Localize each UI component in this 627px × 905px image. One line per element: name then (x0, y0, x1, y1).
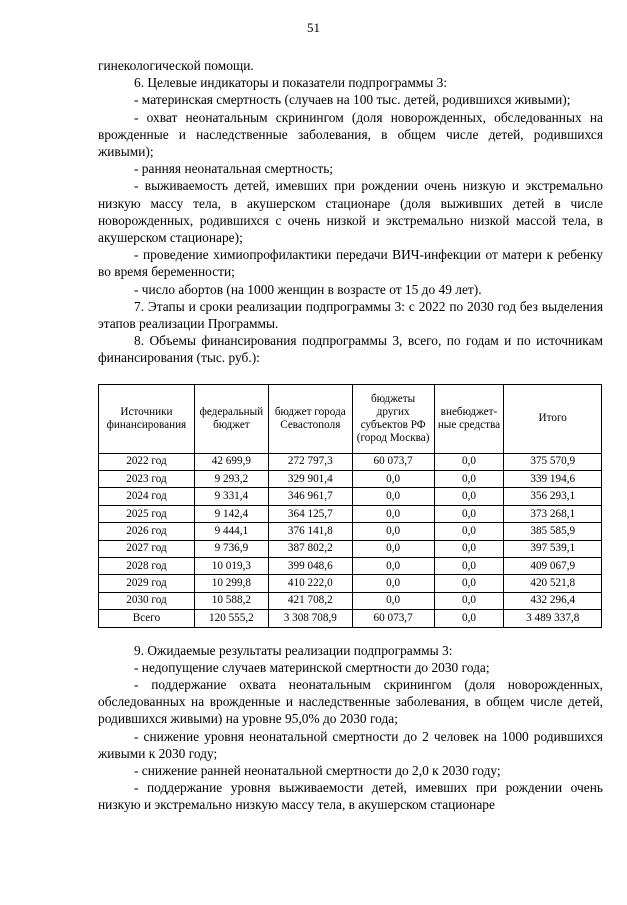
top-section (98, 57, 603, 367)
table-cell: 0,0 (434, 610, 504, 627)
financing-table (98, 384, 602, 628)
table-cell: 3 489 337,8 (504, 610, 602, 627)
financing-table-header (99, 384, 602, 453)
table-row (99, 540, 602, 557)
financing-table-body (99, 453, 602, 627)
table-cell: 420 521,8 (504, 575, 602, 592)
header-row (99, 384, 602, 453)
row-label-cell: 2024 год (99, 488, 195, 505)
table-cell: 10 588,2 (194, 592, 268, 609)
column-header: внебюджет-ные средства (434, 384, 504, 453)
table-cell: 432 296,4 (504, 592, 602, 609)
table-cell: 376 141,8 (268, 523, 352, 540)
paragraph-q6: - поддержание уровня выживаемости детей, имевших при рождении очень низкую и экстремально низкую массу тела, в акушерском стационаре (98, 780, 603, 813)
paragraph-q2: - недопущение случаев материнской смертности до 2030 года; (134, 659, 490, 675)
row-label-cell: Всего (99, 610, 195, 627)
table-cell: 0,0 (434, 540, 504, 557)
table-cell: 10 019,3 (194, 558, 268, 575)
paragraph-q4: - снижение уровня неонатальной смертности до 2 человек на 1000 родившихся живыми к 2030 году; (98, 728, 603, 761)
table-cell: 0,0 (352, 471, 434, 488)
table-cell: 0,0 (434, 505, 504, 522)
table-row (99, 592, 602, 609)
table-cell: 9 331,4 (194, 488, 268, 505)
column-header: бюджеты других субъектов РФ (город Москва) (352, 384, 434, 453)
table-cell: 339 194,6 (504, 471, 602, 488)
table-cell: 3 308 708,9 (268, 610, 352, 627)
table-cell: 329 901,4 (268, 471, 352, 488)
document-body (98, 57, 603, 814)
table-cell: 0,0 (352, 592, 434, 609)
paragraph-p4: - охват неонатальным скринингом (доля новорожденных, обследованных на врожденные и наследственные заболевания, в общем числе детей, родившихся живыми); (98, 109, 603, 160)
table-cell: 0,0 (352, 558, 434, 575)
table-cell: 364 125,7 (268, 505, 352, 522)
table-cell: 9 444,1 (194, 523, 268, 540)
paragraph-p6: - выживаемость детей, имевших при рождении очень низкую и экстремально низкую массу тела, в акушерском стационаре (доля выживших детей в числе новорожденных, родившихся с очень низкой и экстремально низкой массой тела, в акушерском стационаре); (98, 178, 603, 246)
table-row (99, 575, 602, 592)
table-row (99, 558, 602, 575)
row-label-cell: 2026 год (99, 523, 195, 540)
row-label-cell: 2027 год (99, 540, 195, 557)
table-cell: 399 048,6 (268, 558, 352, 575)
page-number: 51 (307, 20, 320, 35)
table-cell: 385 585,9 (504, 523, 602, 540)
table-cell: 387 802,2 (268, 540, 352, 557)
table-cell: 9 736,9 (194, 540, 268, 557)
table-cell: 0,0 (434, 471, 504, 488)
paragraph-q5: - снижение ранней неонатальной смертности до 2,0 к 2030 году; (134, 762, 501, 778)
table-cell: 375 570,9 (504, 453, 602, 470)
table-cell: 60 073,7 (352, 610, 434, 627)
bottom-section (98, 642, 603, 814)
table-cell: 272 797,3 (268, 453, 352, 470)
paragraph-p5: - ранняя неонатальная смертность; (134, 161, 334, 177)
row-label-cell: 2025 год (99, 505, 195, 522)
row-label-cell: 2022 год (99, 453, 195, 470)
column-header: Источники финансирования (99, 384, 195, 453)
table-cell: 10 299,8 (194, 575, 268, 592)
row-label-cell: 2029 год (99, 575, 195, 592)
paragraph-p8: - число абортов (на 1000 женщин в возрасте от 15 до 49 лет). (134, 281, 482, 297)
paragraph-p3: - материнская смертность (случаев на 100 тыс. детей, родившихся живыми); (134, 92, 571, 108)
table-cell: 42 699,9 (194, 453, 268, 470)
paragraph-p7: - проведение химиопрофилактики передачи ВИЧ-инфекции от матери к ребенку во время беременности; (98, 247, 603, 280)
table-cell: 409 067,9 (504, 558, 602, 575)
table-cell: 0,0 (434, 558, 504, 575)
table-cell: 0,0 (352, 540, 434, 557)
table-cell: 0,0 (352, 575, 434, 592)
table-cell: 410 222,0 (268, 575, 352, 592)
table-cell: 0,0 (434, 592, 504, 609)
paragraph-q1: 9. Ожидаемые результаты реализации подпрограммы 3: (134, 642, 453, 658)
row-label-cell: 2023 год (99, 471, 195, 488)
table-cell: 9 142,4 (194, 505, 268, 522)
paragraph-p1: гинекологической помощи. (98, 58, 254, 73)
table-cell: 60 073,7 (352, 453, 434, 470)
column-header: Итого (504, 384, 602, 453)
table-cell: 421 708,2 (268, 592, 352, 609)
paragraph-p10: 8. Объемы финансирования подпрограммы 3, всего, по годам и по источникам финансирования (тыс. руб.): (98, 333, 603, 366)
paragraph-p2: 6. Целевые индикаторы и показатели подпрограммы 3: (134, 75, 448, 91)
table-row (99, 505, 602, 522)
table-cell: 346 961,7 (268, 488, 352, 505)
table-cell: 397 539,1 (504, 540, 602, 557)
table-cell: 120 555,2 (194, 610, 268, 627)
table-cell: 0,0 (434, 488, 504, 505)
table-row (99, 488, 602, 505)
table-cell: 9 293,2 (194, 471, 268, 488)
table-row (99, 453, 602, 470)
column-header: федеральный бюджет (194, 384, 268, 453)
table-cell: 0,0 (434, 523, 504, 540)
table-cell: 0,0 (434, 453, 504, 470)
table-row (99, 471, 602, 488)
table-cell: 356 293,1 (504, 488, 602, 505)
table-cell: 373 268,1 (504, 505, 602, 522)
column-header: бюджет города Севастополя (268, 384, 352, 453)
table-row (99, 610, 602, 627)
row-label-cell: 2028 год (99, 558, 195, 575)
table-cell: 0,0 (434, 575, 504, 592)
table-cell: 0,0 (352, 488, 434, 505)
paragraph-p9: 7. Этапы и сроки реализации подпрограммы 3: с 2022 по 2030 год без выделения этапов реализации Программы. (98, 298, 603, 332)
table-cell: 0,0 (352, 505, 434, 522)
paragraph-q3: - поддержание охвата неонатальным скринингом (доля новорожденных, обследованных на врожденные и наследственные заболевания, в общем числе детей, родившихся живыми) на уровне 95,0% до 2030 года; (98, 676, 603, 727)
table-row (99, 523, 602, 540)
table-cell: 0,0 (352, 523, 434, 540)
row-label-cell: 2030 год (99, 592, 195, 609)
